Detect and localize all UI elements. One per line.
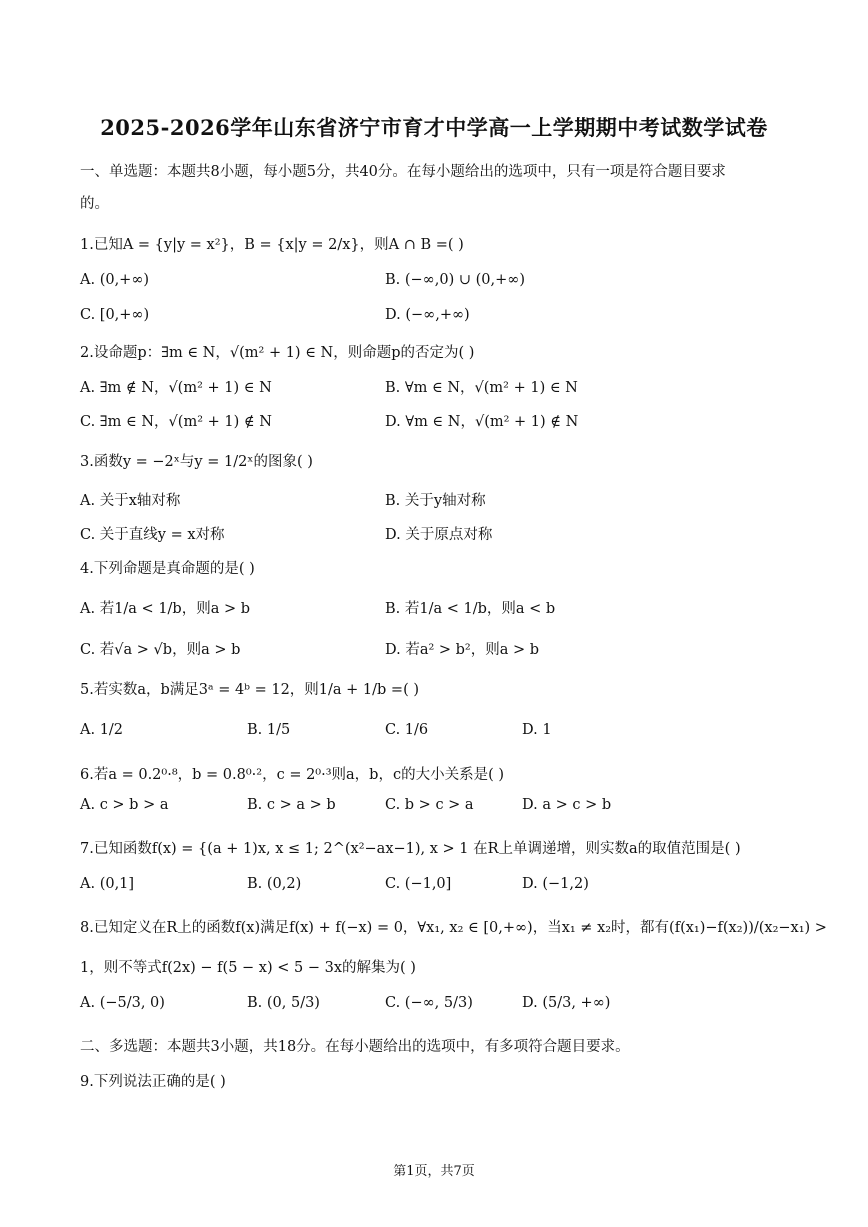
q6-option-b: B. c > a > b — [247, 797, 336, 813]
question-8-stem-cont: 1，则不等式f(2x) − f(5 − x) < 5 − 3x的解集为( ) — [80, 960, 416, 976]
q2-option-a: A. ∃m ∉ N，√(m² + 1) ∈ N — [80, 380, 272, 396]
question-4-stem: 4.下列命题是真命题的是( ) — [80, 561, 255, 577]
q2-option-d: D. ∀m ∈ N，√(m² + 1) ∉ N — [385, 414, 579, 430]
q5-option-a: A. 1/2 — [80, 722, 124, 738]
q2-option-c: C. ∃m ∈ N，√(m² + 1) ∉ N — [80, 414, 272, 430]
q3-option-c: C. 关于直线y = x对称 — [80, 527, 225, 543]
section-1-heading-cont: 的。 — [80, 196, 109, 212]
q7-option-c: C. (−1,0] — [385, 876, 452, 892]
q4-option-c: C. 若√a > √b，则a > b — [80, 642, 241, 658]
question-7-stem: 7.已知函数f(x) = {(a + 1)x, x ≤ 1; 2^(x²−ax−1), x > 1 在R上单调递增，则实数a的取值范围是( ) — [80, 841, 741, 857]
question-8-stem: 8.已知定义在R上的函数f(x)满足f(x) + f(−x) = 0，∀x₁, x₂ ∈ [0,+∞)，当x₁ ≠ x₂时，都有(f(x₁)−f(x₂))/(x₂−x₁) > — [80, 920, 827, 936]
q6-option-d: D. a > c > b — [522, 797, 612, 813]
exam-title: 2025-2026学年山东省济宁市育才中学高一上学期期中考试数学试卷 — [100, 115, 768, 140]
q3-option-d: D. 关于原点对称 — [385, 527, 493, 543]
q8-option-c: C. (−∞, 5/3) — [385, 995, 473, 1011]
q8-option-d: D. (5/3, +∞) — [522, 995, 611, 1011]
q4-option-d: D. 若a² > b²，则a > b — [385, 642, 540, 658]
q5-option-c: C. 1/6 — [385, 722, 429, 738]
question-5-stem: 5.若实数a，b满足3ᵃ = 4ᵇ = 12，则1/a + 1/b =( ) — [80, 682, 419, 698]
page-footer: 第1页，共7页 — [393, 1164, 475, 1179]
q7-option-a: A. (0,1] — [80, 876, 135, 892]
q8-option-a: A. (−5/3, 0) — [80, 995, 165, 1011]
section-1-heading: 一、单选题：本题共8小题，每小题5分，共40分。在每小题给出的选项中，只有一项是符合题目要求 — [80, 164, 726, 180]
q4-option-b: B. 若1/a < 1/b，则a < b — [385, 601, 556, 617]
q6-option-a: A. c > b > a — [80, 797, 169, 813]
q4-option-a: A. 若1/a < 1/b，则a > b — [80, 601, 250, 617]
q3-option-b: B. 关于y轴对称 — [385, 493, 486, 509]
q5-option-b: B. 1/5 — [247, 722, 291, 738]
section-2-heading: 二、多选题：本题共3小题，共18分。在每小题给出的选项中，有多项符合题目要求。 — [80, 1039, 630, 1055]
q1-option-a: A. (0,+∞) — [80, 272, 150, 288]
question-9-stem: 9.下列说法正确的是( ) — [80, 1074, 226, 1090]
q7-option-d: D. (−1,2) — [522, 876, 589, 892]
q6-option-c: C. b > c > a — [385, 797, 474, 813]
q8-option-b: B. (0, 5/3) — [247, 995, 320, 1011]
question-3-stem: 3.函数y = −2ˣ与y = 1/2ˣ的图象( ) — [80, 454, 313, 470]
q7-option-b: B. (0,2) — [247, 876, 302, 892]
question-2-stem: 2.设命题p：∃m ∈ N，√(m² + 1) ∈ N，则命题p的否定为( ) — [80, 345, 475, 361]
q1-option-b: B. (−∞,0) ∪ (0,+∞) — [385, 272, 525, 288]
q1-option-c: C. [0,+∞) — [80, 307, 150, 323]
q5-option-d: D. 1 — [522, 722, 552, 738]
question-1-stem: 1.已知A = {y|y = x²}，B = {x|y = 2/x}，则A ∩ B =( ) — [80, 237, 464, 253]
question-6-stem: 6.若a = 0.2⁰·⁸，b = 0.8⁰·²，c = 2⁰·³则a，b，c的大小关系是( ) — [80, 767, 505, 783]
q1-option-d: D. (−∞,+∞) — [385, 307, 470, 323]
q3-option-a: A. 关于x轴对称 — [80, 493, 181, 509]
q2-option-b: B. ∀m ∈ N，√(m² + 1) ∈ N — [385, 380, 578, 396]
